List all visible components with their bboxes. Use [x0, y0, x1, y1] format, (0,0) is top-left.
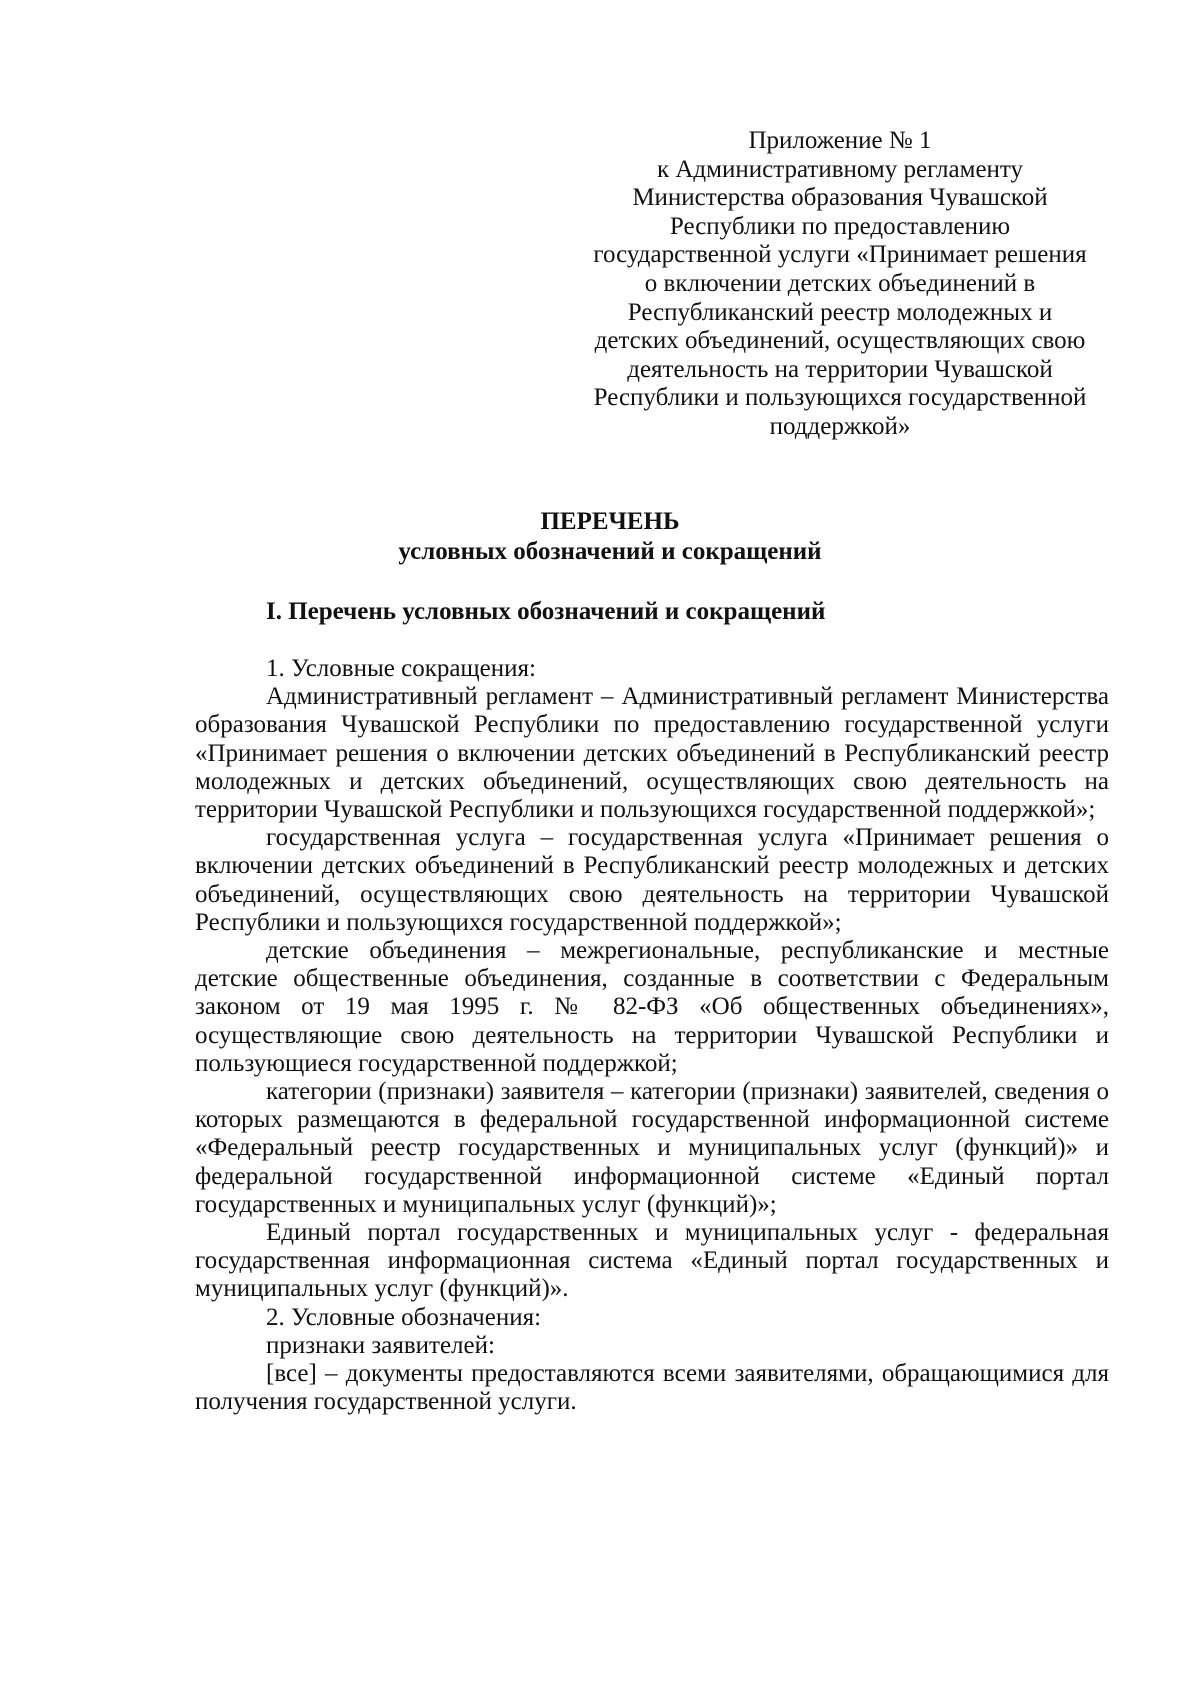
appendix-line: Приложение № 1 — [748, 127, 932, 154]
document-body — [195, 655, 1109, 1416]
body-paragraph: Единый портал государственных и муниципальных услуг - федеральная государственная информационная система «Единый портал государственных и муниципальных услуг (функций)». — [195, 1219, 1109, 1303]
body-paragraph: детские объединения – межрегиональные, республиканские и местные детские общественные объединения, созданные в соответствии с Федеральным законом от 19 мая 1995 г. № 82-ФЗ «Об общественных объединениях», осуществляющие свою деятельность на территории Чувашской Республики и пользующиеся государственной поддержкой; — [195, 937, 1109, 1077]
appendix-line: поддержкой» — [769, 412, 911, 440]
body-paragraph: государственная услуга – государственная услуга «Принимает решения о включении детских объединений в Республиканский реестр молодежных и детских объединений, осуществляющих свою деятельность на территории Чувашской Республики и пользующихся государственной поддержкой»; — [195, 824, 1109, 936]
body-paragraph: [все] – документы предоставляются всеми заявителями, обращающимися для получения государственной услуги. — [195, 1360, 1109, 1416]
section-heading: I. Перечень условных обозначений и сокращений — [266, 598, 826, 625]
appendix-line: Республиканский реестр молодежных и — [627, 298, 1053, 326]
appendix-line: государственной услуги «Принимает решения — [593, 241, 1087, 269]
appendix-line: деятельность на территории Чувашской — [627, 355, 1053, 383]
appendix-header — [570, 127, 1110, 442]
appendix-line: о включении детских объединений в — [644, 269, 1036, 297]
appendix-line: детских объединений, осуществляющих свою — [594, 327, 1086, 355]
document-title: ПЕРЕЧЕНЬ — [540, 508, 680, 535]
appendix-line: Республики и пользующихся государственной — [593, 384, 1087, 412]
appendix-line: Республики по предоставлению — [669, 212, 1011, 240]
body-paragraph: Административный регламент – Административный регламент Министерства образования Чувашской Республики по предоставлению государственной услуги «Принимает решения о включении детских объединений в Республиканский реестр молодежных и детских объединений, осуществляющих свою деятельность на территории Чувашской Республики и пользующихся государственной поддержкой»; — [195, 683, 1109, 824]
body-paragraph: категории (признаки) заявителя – категории (признаки) заявителей, сведения о которых размещаются в федеральной государственной информационной системе «Федеральный реестр государственных и муниципальных услуг (функций)» и федеральной государственной информационной системе «Единый портал государственных и муниципальных услуг (функций)»; — [195, 1078, 1109, 1218]
appendix-line: Министерства образования Чувашской — [632, 184, 1048, 212]
body-paragraph: признаки заявителей: — [266, 1331, 495, 1359]
document-subtitle: условных обозначений и сокращений — [398, 538, 822, 565]
appendix-line: к Административному регламенту — [656, 155, 1024, 183]
body-paragraph: 1. Условные сокращения: — [266, 655, 536, 682]
body-paragraph: 2. Условные обозначения: — [266, 1303, 542, 1331]
